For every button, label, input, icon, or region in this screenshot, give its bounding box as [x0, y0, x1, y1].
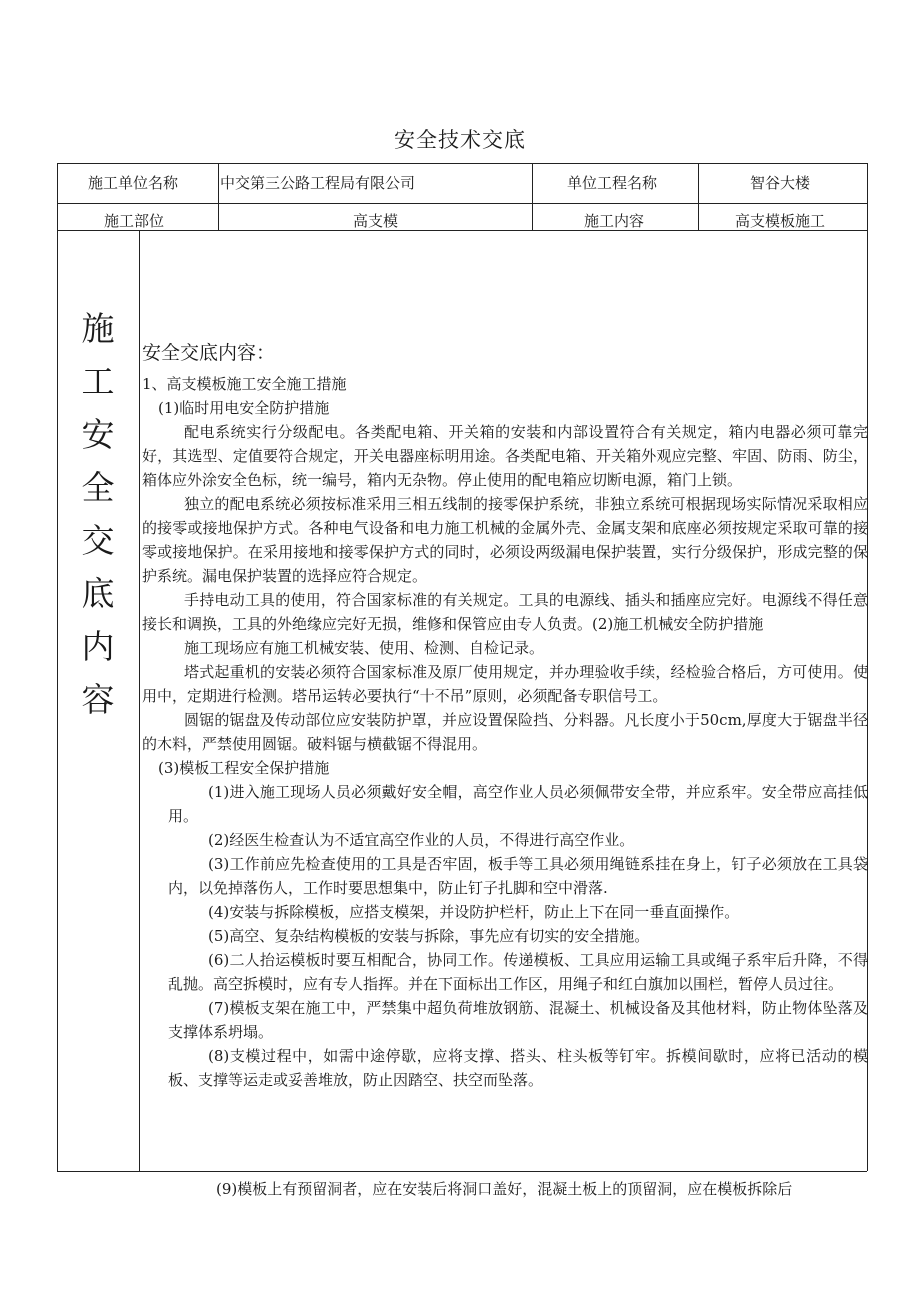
content-paragraph: (5)高空、复杂结构模板的安装与拆除，事先应有切实的安全措施。: [208, 927, 650, 945]
section-label-char: 底: [81, 575, 115, 612]
section-label-divider: [139, 230, 140, 1171]
unit-name-label: 施工单位名称: [88, 175, 179, 192]
content-paragraph: (4)安装与拆除模板，应搭支模架，并设防护栏杆，防止上下在同一垂直面操作。: [208, 903, 740, 921]
content-paragraph: 施工现场应有施工机械安装、使用、检测、自检记录。: [184, 639, 545, 657]
construction-content-value: 高支模板施工: [735, 213, 826, 230]
content-paragraph: (2)经医生检查认为不适宜高空作业的人员，不得进行高空作业。: [208, 831, 635, 849]
section-label-char: 内: [81, 628, 115, 665]
document-title: 安全技术交底: [394, 128, 526, 152]
construction-content-label: 施工内容: [584, 213, 645, 230]
project-name-value: 智谷大楼: [750, 175, 811, 192]
construction-location-label: 施工部位: [104, 213, 165, 230]
content-paragraphs: [142, 372, 868, 1092]
table-col2-divider: [532, 163, 533, 230]
section-label-char: 安: [81, 416, 115, 453]
continued-paragraph: (9)模板上有预留洞者，应在安装后将洞口盖好，混凝土板上的顶留洞，应在模板拆除后: [216, 1180, 793, 1198]
construction-location-value: 高支模: [353, 213, 399, 230]
content-paragraph: (3)工作前应先检查使用的工具是否牢固，板手等工具必须用绳链系挂在身上，钉子必须放在工具袋内，以免掉落伤人，工作时要思想集中，防止钉子扎脚和空中滑落.: [168, 855, 868, 897]
content-heading: 安全交底内容：: [142, 343, 276, 364]
project-name-label: 单位工程名称: [567, 175, 658, 192]
section-label-char: 容: [81, 681, 115, 718]
content-paragraph: (1)临时用电安全防护措施: [158, 399, 330, 417]
table-row1-border: [57, 203, 867, 204]
table-col3-divider: [698, 163, 699, 230]
content-paragraph: 1、高支模板施工安全施工措施: [142, 375, 347, 393]
content-paragraph: 圆锯的锯盘及传动部位应安装防护罩，并应设置保险挡、分料器。凡长度小于50cm,厚度大于锯盘半径的木料，严禁使用圆锯。破料锯与横截锯不得混用。: [142, 711, 868, 753]
table-col1-divider: [218, 163, 219, 230]
table-bottom-border: [57, 1171, 867, 1172]
section-label-char: 交: [81, 522, 115, 559]
content-paragraph: (6)二人抬运模板时要互相配合，协同工作。传递模板、工具应用运输工具或绳子系牢后升降，不得乱抛。高空拆模时，应有专人指挥。并在下面标出工作区，用绳子和红白旗加以围栏，暂停人员过往。: [168, 951, 868, 993]
section-label-char: 全: [81, 469, 115, 506]
content-paragraph: 手持电动工具的使用，符合国家标准的有关规定。工具的电源线、插头和插座应完好。电源线不得任意接长和调换，工具的外绝缘应完好无损，维修和保管应由专人负责。(2)施工机械安全防护措施: [142, 591, 868, 633]
content-paragraph: (7)模板支架在施工中，严禁集中超负荷堆放钢筋、混凝土、机械设备及其他材料，防止物体坠落及支撑体系坍塌。: [168, 999, 868, 1041]
section-label-char: 工: [81, 363, 115, 400]
content-paragraph: 配电系统实行分级配电。各类配电箱、开关箱的安装和内部设置符合有关规定，箱内电器必须可靠完好，其选型、定值要符合规定，开关电器座标明用途。各类配电箱、开关箱外观应完整、牢固、防雨、防尘，箱体应外涂安全色标，统一编号，箱内无杂物。停止使用的配电箱应切断电源，箱门上锁。: [142, 423, 868, 489]
content-paragraph: 塔式起重机的安装必须符合国家标准及原厂使用规定，并办理验收手续，经检验合格后，方可使用。使用中，定期进行检测。塔吊运转必要执行“十不吊”原则，必须配备专职信号工。: [142, 663, 868, 705]
safety-briefing-content: [142, 340, 868, 1092]
table-top-border: [57, 163, 867, 164]
section-label-char: 施: [81, 310, 115, 347]
content-paragraph: (1)进入施工现场人员必须戴好安全帽，高空作业人员必须佩带安全带，并应系牢。安全带应高挂低用。: [168, 783, 868, 825]
content-paragraph: (8)支模过程中，如需中途停歇，应将支撑、搭头、柱头板等钉牢。拆模间歇时，应将已活动的模板、支撑等运走或妥善堆放，防止因踏空、扶空而坠落。: [168, 1047, 868, 1089]
content-paragraph: (3)模板工程安全保护措施: [158, 759, 330, 777]
content-paragraph: 独立的配电系统必须按标准采用三相五线制的接零保护系统，非独立系统可根据现场实际情况采取相应的接零或接地保护方式。各种电气设备和电力施工机械的金属外壳、金属支架和底座必须按规定采取可靠的接零或接地保护。在采用接地和接零保护方式的同时，必须设两级漏电保护装置，实行分级保护，形成完整的保护系统。漏电保护装置的选择应符合规定。: [142, 495, 868, 585]
unit-name-value: 中交第三公路工程局有限公司: [220, 175, 416, 192]
section-label-vertical: [58, 302, 138, 726]
